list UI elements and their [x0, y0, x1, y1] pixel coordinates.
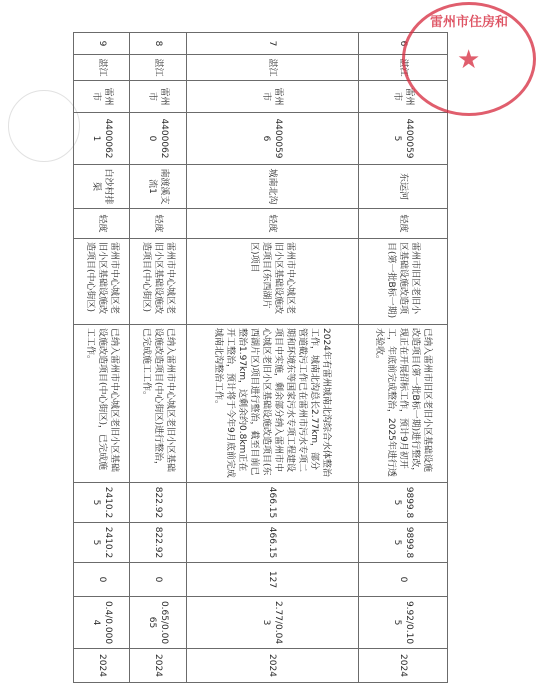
cell-name: 白沙村排渠: [74, 165, 130, 209]
cell-city: 湛江: [186, 55, 358, 81]
cell-city: 湛江: [74, 55, 130, 81]
cell-v1: 9899.85: [358, 483, 447, 523]
cell-county: 雷州市: [358, 81, 447, 113]
cell-no: 9: [74, 33, 130, 55]
cell-v2: 466.15: [186, 523, 358, 563]
cell-v4: 0.4/0.0004: [74, 597, 130, 649]
cell-county: 雷州市: [186, 81, 358, 113]
remediation-table: [73, 32, 448, 683]
cell-level: 轻度: [74, 209, 130, 239]
cell-year: 2024: [74, 649, 130, 683]
cell-v4: 9.92/0.105: [358, 597, 447, 649]
seal-text: 雷州市住房和: [429, 15, 508, 30]
table-row: [74, 33, 130, 683]
cell-v3: 0: [74, 563, 130, 597]
cell-city: 湛江: [358, 55, 447, 81]
cell-progress: 已纳入雷州市中心城区老旧小区基础设施改造项目(中心街区)进行整治，已完成施工工作。: [130, 325, 186, 483]
cell-v2: 9899.85: [358, 523, 447, 563]
cell-level: 轻度: [358, 209, 447, 239]
cell-level: 轻度: [186, 209, 358, 239]
table-row: [186, 33, 358, 683]
cell-code: 44000596: [186, 113, 358, 165]
cell-v3: 127: [186, 563, 358, 597]
cell-county: 雷州市: [74, 81, 130, 113]
cell-project: 雷州市旧区老旧小区基础设施改造项目(第一批B标一期): [358, 239, 447, 325]
official-seal: [402, 2, 536, 116]
cell-year: 2024: [186, 649, 358, 683]
cell-v4: 0.65/0.0065: [130, 597, 186, 649]
cell-v3: 0: [130, 563, 186, 597]
cell-v3: 0: [358, 563, 447, 597]
star-icon: ★: [457, 45, 481, 75]
cell-no: 8: [130, 33, 186, 55]
faint-watermark: [8, 90, 80, 162]
cell-city: 湛江: [130, 55, 186, 81]
cell-county: 雷州市: [130, 81, 186, 113]
cell-no: 6: [358, 33, 447, 55]
cell-no: 7: [186, 33, 358, 55]
cell-progress: 已纳入雷州市中心城区老旧小区基础设施改造项目(中心街区)，已完成施工工作。: [74, 325, 130, 483]
cell-progress: 已纳入雷州市旧区老旧小区基础设施改造项目(第一批B标一期)进行整改，现正在开展招标工作，预计9月初开工，年底前完成整治，2025年进行透水验收。: [358, 325, 447, 483]
cell-name: 城南北沟: [186, 165, 358, 209]
cell-v1: 466.15: [186, 483, 358, 523]
cell-v1: 822.92: [130, 483, 186, 523]
cell-code: 44000620: [130, 113, 186, 165]
table-row: [130, 33, 186, 683]
table-body: [74, 33, 448, 683]
rotated-table-wrapper: [73, 32, 448, 677]
cell-level: 轻度: [130, 209, 186, 239]
cell-project: 雷州市中心城区老旧小区基础设施改造项目(中心街区): [74, 239, 130, 325]
cell-project: 雷州市中心城区老旧小区基础设施改造项目(中心街区): [130, 239, 186, 325]
cell-year: 2024: [358, 649, 447, 683]
cell-name: 东运河: [358, 165, 447, 209]
cell-name: 南渡溪支流1: [130, 165, 186, 209]
cell-v2: 822.92: [130, 523, 186, 563]
cell-project: 雷州市中心城区老旧小区基础设施改造项目(东西湖片区)项目: [186, 239, 358, 325]
cell-year: 2024: [130, 649, 186, 683]
table-row: [358, 33, 447, 683]
cell-v1: 2410.25: [74, 483, 130, 523]
cell-code: 44000595: [358, 113, 447, 165]
cell-code: 44000621: [74, 113, 130, 165]
cell-v4: 2.77/0.043: [186, 597, 358, 649]
cell-progress: 2024年有雷州城南北沟综合水体整治工作，城南北沟总长2.77km，部分管道截污工作已在雷州市污水专项二期和环境东等国家污水专项工程建设项目中实施，剩余部分纳入雷州市中心城区老旧小区基础设施改造项目(东西湖片区)项目进行整治，截至目前已整治1.97km，这剩余约0.8km正在开工整治，预计将于今年9月底前完成城南北沟整治工作。: [186, 325, 358, 483]
cell-v2: 2410.25: [74, 523, 130, 563]
